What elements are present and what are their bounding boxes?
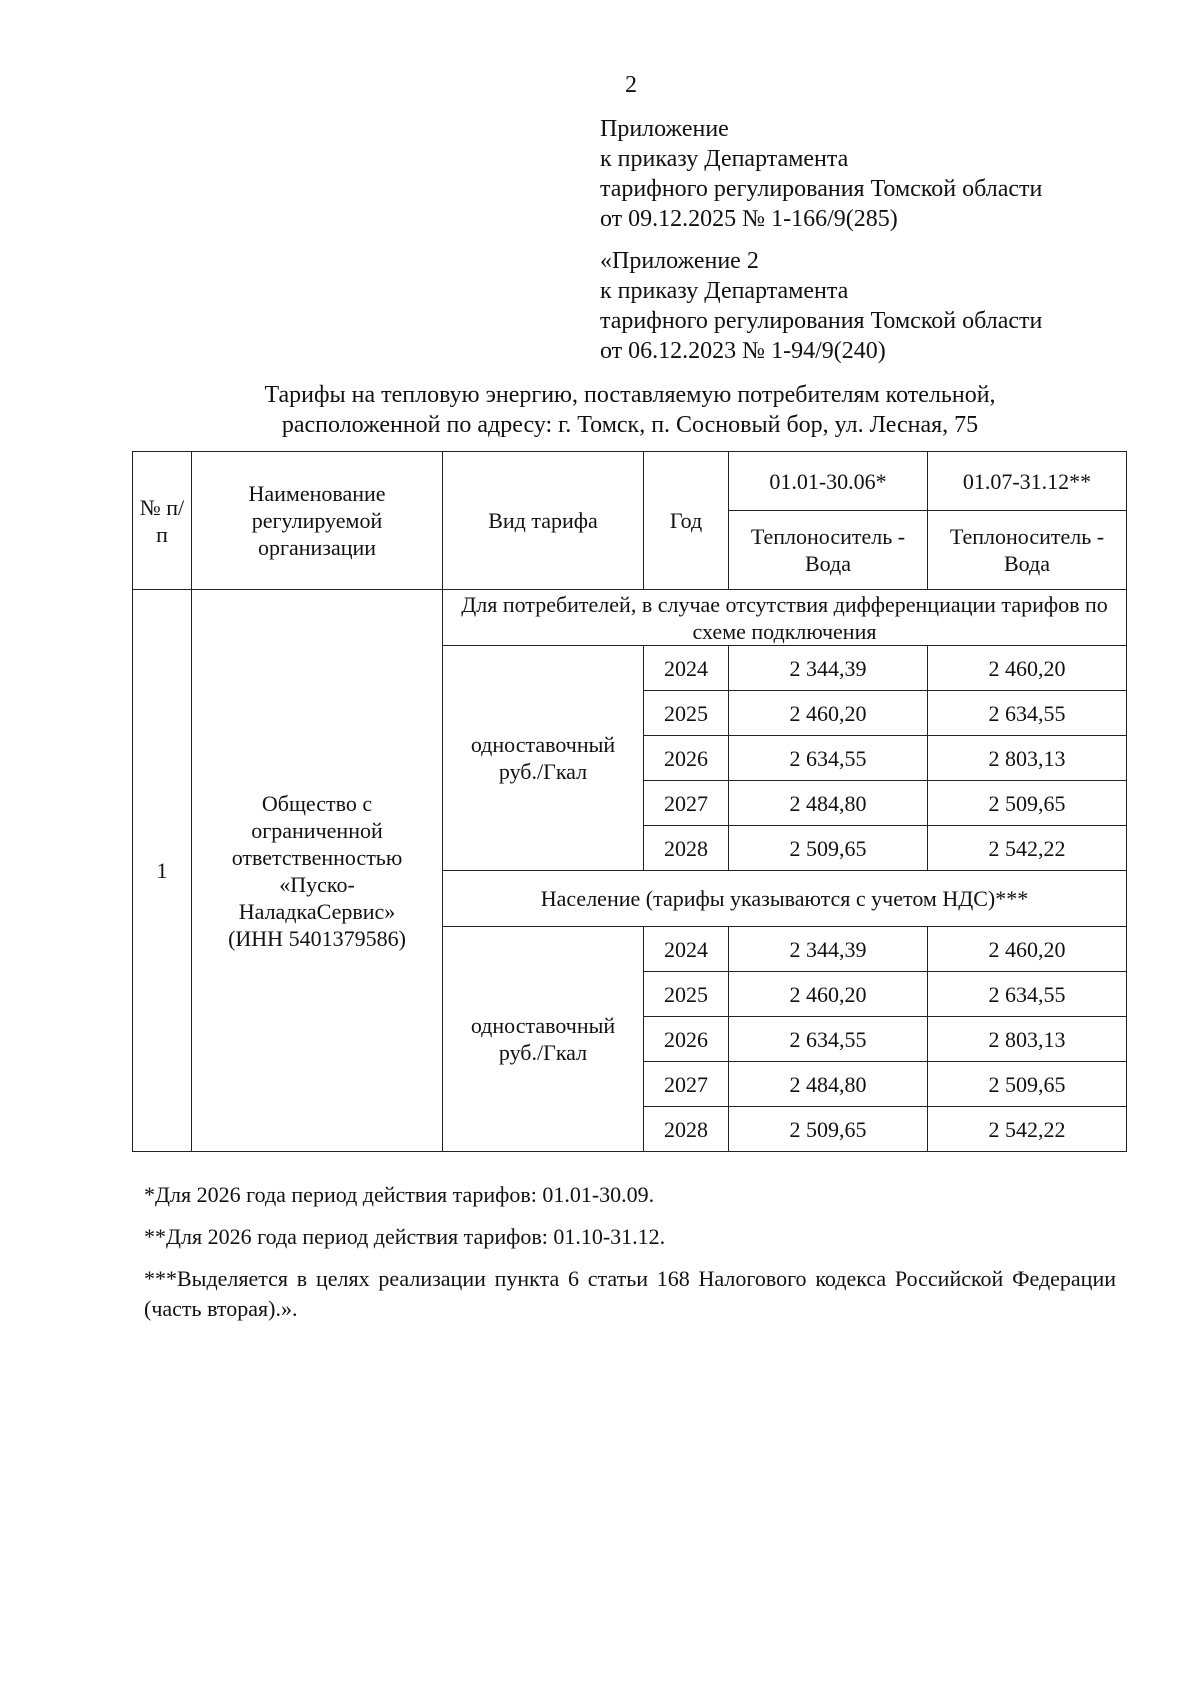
footnote-2: **Для 2026 года период действия тарифов: 01.10-31.12. xyxy=(144,1224,666,1249)
year-cell: 2024 xyxy=(644,927,729,972)
year-cell: 2026 xyxy=(644,1017,729,1062)
year-cell: 2028 xyxy=(644,1107,729,1152)
appendix-line: Приложение xyxy=(600,116,729,142)
year-cell: 2025 xyxy=(644,972,729,1017)
footnote-3: ***Выделяется в целях реализации пункта 6 статьи 168 Налогового кодекса Российской Федерации (часть вторая).». xyxy=(144,1266,1116,1321)
org-line: «Пуско- xyxy=(279,871,355,897)
section-heading-row xyxy=(133,590,1127,646)
section-heading: Население (тарифы указываются с учетом НДС)*** xyxy=(443,871,1127,927)
year-cell: 2026 xyxy=(644,736,729,781)
table-header-row xyxy=(133,452,1127,511)
value-cell: 2 509,65 xyxy=(928,781,1127,826)
value-cell: 2 484,80 xyxy=(729,781,928,826)
section-heading: Для потребителей, в случае отсутствия дифференциации тарифов по схеме подключения xyxy=(443,590,1127,646)
value-cell: 2 484,80 xyxy=(729,1062,928,1107)
value-cell: 2 542,22 xyxy=(928,1107,1127,1152)
value-cell: 2 803,13 xyxy=(928,1017,1127,1062)
organization-name xyxy=(192,590,443,1152)
org-line: Общество с xyxy=(261,790,373,816)
appendix-line: от 09.12.2025 № 1-166/9(285) xyxy=(600,206,898,232)
value-cell: 2 509,65 xyxy=(729,1107,928,1152)
footnote-1: *Для 2026 года период действия тарифов: 01.01-30.09. xyxy=(144,1182,655,1207)
value-cell: 2 344,39 xyxy=(729,927,928,972)
appendix-line: тарифного регулирования Томской области xyxy=(600,176,1043,202)
value-cell: 2 634,55 xyxy=(928,691,1127,736)
header-period-2: 01.07-31.12** xyxy=(928,452,1127,511)
year-cell: 2028 xyxy=(644,826,729,871)
header-num: № п/п xyxy=(133,452,192,590)
appendix-2-line: «Приложение 2 xyxy=(600,248,759,274)
header-year: Год xyxy=(644,452,729,590)
value-cell: 2 634,55 xyxy=(729,1017,928,1062)
value-cell: 2 509,65 xyxy=(729,826,928,871)
year-cell: 2027 xyxy=(644,1062,729,1107)
tariff-table xyxy=(132,451,1127,1152)
value-cell: 2 634,55 xyxy=(928,972,1127,1017)
value-cell: 2 509,65 xyxy=(928,1062,1127,1107)
value-cell: 2 460,20 xyxy=(928,927,1127,972)
appendix-2-line: к приказу Департамента xyxy=(600,278,849,304)
appendix-2-line: тарифного регулирования Томской области xyxy=(600,308,1043,334)
year-cell: 2025 xyxy=(644,691,729,736)
table-title-line: Тарифы на тепловую энергию, поставляемую потребителям котельной, xyxy=(264,382,996,408)
year-cell: 2024 xyxy=(644,646,729,691)
appendix-2-line: от 06.12.2023 № 1-94/9(240) xyxy=(600,338,886,364)
value-cell: 2 634,55 xyxy=(729,736,928,781)
table-title-line: расположенной по адресу: г. Томск, п. Сосновый бор, ул. Лесная, 75 xyxy=(281,412,979,438)
page-number: 2 xyxy=(625,72,637,98)
org-line: (ИНН 5401379586) xyxy=(228,925,406,951)
table-title xyxy=(130,380,1130,440)
value-cell: 2 460,20 xyxy=(928,646,1127,691)
year-cell: 2027 xyxy=(644,781,729,826)
row-number: 1 xyxy=(133,590,192,1152)
value-cell: 2 344,39 xyxy=(729,646,928,691)
header-org-name: Наименование регулируемой организации xyxy=(192,452,443,590)
org-line: ответственностью xyxy=(231,844,403,870)
value-cell: 2 542,22 xyxy=(928,826,1127,871)
header-period-1: 01.01-30.06* xyxy=(729,452,928,511)
value-cell: 2 460,20 xyxy=(729,972,928,1017)
tariff-type-cell: одноставочный руб./Гкал xyxy=(443,646,644,871)
value-cell: 2 460,20 xyxy=(729,691,928,736)
appendix-2-header xyxy=(600,246,1042,366)
header-tariff-type: Вид тарифа xyxy=(443,452,644,590)
header-carrier-2: Теплоноситель - Вода xyxy=(928,511,1127,590)
appendix-line: к приказу Департамента xyxy=(600,146,849,172)
tariff-type-cell: одноставочный руб./Гкал xyxy=(443,927,644,1152)
org-line: НаладкаСервис» xyxy=(238,898,396,924)
footnotes xyxy=(144,1180,1116,1336)
header-carrier-1: Теплоноситель - Вода xyxy=(729,511,928,590)
value-cell: 2 803,13 xyxy=(928,736,1127,781)
appendix-header xyxy=(600,114,1042,234)
org-line: ограниченной xyxy=(251,817,383,843)
